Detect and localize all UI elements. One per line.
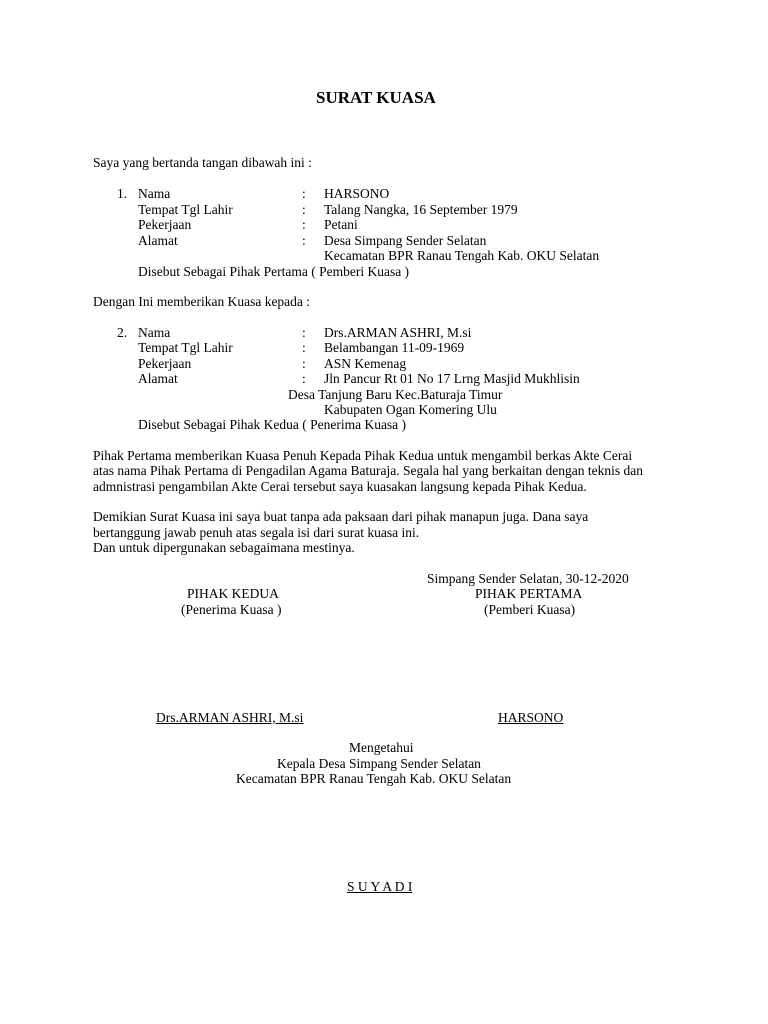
party2-address-line2: Desa Tanjung Baru Kec.Baturaja Timur xyxy=(288,387,503,402)
party1-address-value: Desa Simpang Sender Selatan xyxy=(324,233,487,248)
acknowledge-name: S U Y A D I xyxy=(347,879,413,894)
party1-address-colon: : xyxy=(302,233,306,248)
party2-address-value: Jln Pancur Rt 01 No 17 Lrng Masjid Mukhlisin xyxy=(324,371,580,386)
paragraph2-line: bertanggung jawab penuh atas segala isi dari surat kuasa ini. xyxy=(93,525,420,540)
party2-birth-label: Tempat Tgl Lahir xyxy=(138,340,233,355)
sign-left-name: Drs.ARMAN ASHRI, M.si xyxy=(156,710,304,725)
party2-birth-colon: : xyxy=(302,340,306,355)
intro-text: Saya yang bertanda tangan dibawah ini : xyxy=(93,155,312,170)
acknowledge-heading: Mengetahui xyxy=(349,740,414,755)
grant-line: Dengan Ini memberikan Kuasa kepada : xyxy=(93,294,311,309)
party2-address-line3: Kabupaten Ogan Komering Ulu xyxy=(324,402,497,417)
party1-address-label: Alamat xyxy=(138,233,178,248)
acknowledge-line1: Kepala Desa Simpang Sender Selatan xyxy=(277,756,481,771)
party1-role: Disebut Sebagai Pihak Pertama ( Pemberi Kuasa ) xyxy=(138,264,410,279)
party2-birth-value: Belambangan 11-09-1969 xyxy=(324,340,465,355)
party2-job-colon: : xyxy=(302,356,306,371)
sign-left-title: PIHAK KEDUA xyxy=(187,586,279,601)
party1-job-label: Pekerjaan xyxy=(138,217,192,232)
party1-name-label: Nama xyxy=(138,186,171,201)
party1-address-line2: Kecamatan BPR Ranau Tengah Kab. OKU Selatan xyxy=(324,248,600,263)
place-date: Simpang Sender Selatan, 30-12-2020 xyxy=(427,571,629,586)
party2-job-label: Pekerjaan xyxy=(138,356,192,371)
party2-role: Disebut Sebagai Pihak Kedua ( Penerima Kuasa ) xyxy=(138,417,407,432)
party2-job-value: ASN Kemenag xyxy=(324,356,407,371)
party1-birth-label: Tempat Tgl Lahir xyxy=(138,202,233,217)
party1-job-value: Petani xyxy=(324,217,358,232)
party1-name-colon: : xyxy=(302,186,306,201)
party1-birth-value: Talang Nangka, 16 September 1979 xyxy=(324,202,518,217)
sign-right-title: PIHAK PERTAMA xyxy=(475,586,583,601)
acknowledge-line2: Kecamatan BPR Ranau Tengah Kab. OKU Selatan xyxy=(236,771,512,786)
paragraph2-line: Dan untuk dipergunakan sebagaimana mestinya. xyxy=(93,540,355,555)
sign-right-subtitle: (Pemberi Kuasa) xyxy=(484,602,576,617)
party2-name-label: Nama xyxy=(138,325,171,340)
document-title: SURAT KUASA xyxy=(316,88,436,107)
party2-address-colon: : xyxy=(302,371,306,386)
party2-number: 2. xyxy=(117,325,128,340)
paragraph1-line: atas nama Pihak Pertama di Pengadilan Agama Baturaja. Segala hal yang berkaitan dengan teknis dan xyxy=(93,463,643,478)
sign-left-subtitle: (Penerima Kuasa ) xyxy=(181,602,282,617)
party1-name-value: HARSONO xyxy=(324,186,390,201)
party1-birth-colon: : xyxy=(302,202,306,217)
sign-right-name: HARSONO xyxy=(498,710,564,725)
party2-name-value: Drs.ARMAN ASHRI, M.si xyxy=(324,325,472,340)
paragraph1-line: admnistrasi pengambilan Akte Cerai tersebut saya kuasakan langsung kepada Pihak Kedua. xyxy=(93,479,587,494)
paragraph1-line: Pihak Pertama memberikan Kuasa Penuh Kepada Pihak Kedua untuk mengambil berkas Akte Cerai xyxy=(93,448,633,463)
party1-job-colon: : xyxy=(302,217,306,232)
party2-name-colon: : xyxy=(302,325,306,340)
party1-number: 1. xyxy=(117,186,128,201)
paragraph2-line: Demikian Surat Kuasa ini saya buat tanpa ada paksaan dari pihak manapun juga. Dana saya xyxy=(93,509,589,524)
party2-address-label: Alamat xyxy=(138,371,178,386)
